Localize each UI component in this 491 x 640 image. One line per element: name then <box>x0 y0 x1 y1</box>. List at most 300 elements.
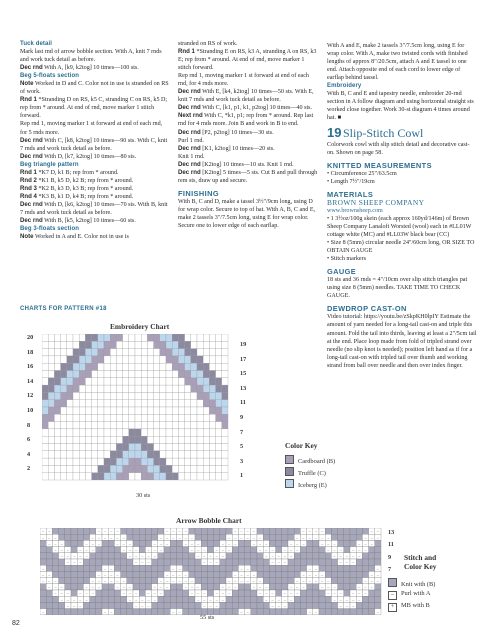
embroidery-cell <box>209 407 215 414</box>
bobble-cell <box>170 584 176 590</box>
embroidery-cell <box>116 414 122 421</box>
embroidery-cell <box>129 407 135 414</box>
embroidery-cell <box>54 458 60 465</box>
purl-symbol: – <box>352 590 355 596</box>
bobble-cell <box>313 540 319 546</box>
embroidery-cell <box>222 436 228 443</box>
bobble-cell <box>102 584 108 590</box>
bobble-cell <box>121 571 127 577</box>
bobble-cell <box>245 559 251 565</box>
bobble-cell <box>282 528 288 534</box>
bobble-cell <box>127 578 133 584</box>
embroidery-cell <box>203 473 209 480</box>
purl-symbol: – <box>190 584 193 590</box>
bobble-cell <box>214 578 220 584</box>
bobble-cell <box>307 590 313 596</box>
embroidery-cell <box>147 363 153 370</box>
purl-symbol: – <box>364 578 367 584</box>
purl-symbol: – <box>314 609 317 615</box>
bobble-cell <box>164 553 170 559</box>
embroidery-cell <box>61 356 67 363</box>
bobble-cell <box>276 590 282 596</box>
bobble-cell <box>362 609 368 615</box>
embroidery-cell <box>166 451 172 458</box>
bobble-cell <box>152 609 158 615</box>
embroidery-cell <box>129 356 135 363</box>
bobble-cell <box>300 553 306 559</box>
purl-symbol: – <box>376 578 379 584</box>
embroidery-cell <box>54 429 60 436</box>
bobble-cell <box>276 584 282 590</box>
bobble-cell <box>331 534 337 540</box>
bobble-cell <box>319 590 325 596</box>
bobble-cell <box>207 540 213 546</box>
purl-symbol: – <box>85 596 88 602</box>
company-name: BROWN SHEEP COMPANY <box>327 197 425 207</box>
embroidery-cell <box>54 465 60 472</box>
embroidery-cell <box>172 349 178 356</box>
instruction-label: Dec rnd <box>178 168 201 176</box>
purl-symbol: – <box>116 578 119 584</box>
embroidery-cell <box>197 392 203 399</box>
embroidery-cell <box>203 334 209 341</box>
embroidery-cell <box>48 356 54 363</box>
purl-symbol: – <box>364 547 367 553</box>
purl-symbol: – <box>184 528 187 534</box>
bobble-cell <box>369 609 375 615</box>
embroidery-cell <box>147 400 153 407</box>
bobble-cell <box>369 553 375 559</box>
column-3-body <box>327 42 477 122</box>
embroidery-cell <box>191 465 197 472</box>
bobble-cell <box>331 578 337 584</box>
bobble-cell <box>232 565 238 571</box>
embroidery-cell <box>216 378 222 385</box>
embroidery-cell <box>154 341 160 348</box>
bobble-cell <box>189 528 195 534</box>
purl-symbol: – <box>283 547 286 553</box>
purl-symbol: – <box>122 584 125 590</box>
embroidery-cell <box>98 444 104 451</box>
embroidery-cell <box>185 444 191 451</box>
purl-symbol: – <box>271 603 274 609</box>
bobble-cell <box>201 540 207 546</box>
bobble-cell <box>52 559 58 565</box>
embroidery-cell <box>166 407 172 414</box>
embroidery-cell <box>222 378 228 385</box>
embroidery-cell <box>48 407 54 414</box>
embroidery-cell <box>166 429 172 436</box>
bobble-cell <box>90 602 96 608</box>
bobble-cell <box>121 559 127 565</box>
embroidery-cell <box>216 341 222 348</box>
purl-symbol: – <box>259 584 262 590</box>
embroidery-cell <box>178 436 184 443</box>
instruction-label: Rnd 3 <box>20 184 37 192</box>
embroidery-cell <box>104 363 110 370</box>
bobble-cell <box>238 540 244 546</box>
purl-symbol: – <box>364 541 367 547</box>
bobble-cell <box>344 571 350 577</box>
col1-paragraph: Rnd 4 *K3 B, k1 D, k4 B; rep from * around. <box>20 192 134 200</box>
row-number: 13 <box>388 529 395 536</box>
purl-symbol: – <box>228 534 231 540</box>
embroidery-cell <box>61 465 67 472</box>
embroidery-cell <box>141 465 147 472</box>
embroidery-cell <box>203 465 209 472</box>
embroidery-cell <box>191 341 197 348</box>
bobble-cell <box>344 565 350 571</box>
bobble-cell <box>263 602 269 608</box>
purl-symbol: – <box>116 572 119 578</box>
bobble-cell <box>46 553 52 559</box>
embroidery-cell <box>216 429 222 436</box>
stitch-key-item <box>388 602 430 612</box>
embroidery-cell <box>135 356 141 363</box>
instruction-label: Note <box>20 80 34 88</box>
embroidery-cell <box>61 400 67 407</box>
embroidery-cell <box>216 363 222 370</box>
row-number: 7 <box>388 566 392 574</box>
purl-symbol: – <box>159 534 162 540</box>
embroidery-cell <box>172 341 178 348</box>
instruction-label: Dec rnd <box>178 128 201 136</box>
embroidery-cell <box>98 378 104 385</box>
purl-symbol: – <box>135 603 138 609</box>
embroidery-cell <box>61 363 67 370</box>
embroidery-cell <box>98 349 104 356</box>
purl-symbol: – <box>358 596 361 602</box>
embroidery-cell <box>79 451 85 458</box>
embroidery-cell <box>147 436 153 443</box>
purl-symbol: – <box>54 578 57 584</box>
bobble-cell <box>350 571 356 577</box>
bobble-cell <box>319 565 325 571</box>
bobble-cell <box>170 596 176 602</box>
embroidery-cell <box>61 392 67 399</box>
embroidery-cell <box>178 371 184 378</box>
embroidery-cell <box>222 392 228 399</box>
embroidery-cell <box>85 371 91 378</box>
bobble-cell <box>276 547 282 553</box>
embroidery-cell <box>135 422 141 429</box>
embroidery-cell <box>141 385 147 392</box>
purl-symbol: – <box>283 553 286 559</box>
purl-symbol: – <box>209 596 212 602</box>
embroidery-cell <box>154 473 160 480</box>
embroidery-cell <box>85 444 91 451</box>
bobble-cell <box>139 609 145 615</box>
embroidery-cell <box>185 465 191 472</box>
purl-symbol: – <box>327 547 330 553</box>
bobble-cell <box>356 609 362 615</box>
embroidery-cell <box>135 341 141 348</box>
purl-symbol: – <box>290 584 293 590</box>
embroidery-cell <box>48 458 54 465</box>
bobble-cell <box>276 565 282 571</box>
embroidery-cell <box>104 414 110 421</box>
embroidery-cell <box>54 444 60 451</box>
embroidery-cell <box>222 341 228 348</box>
embroidery-cell <box>73 400 79 407</box>
embroidery-cell <box>85 451 91 458</box>
bobble-cell <box>214 540 220 546</box>
purl-symbol: – <box>265 547 268 553</box>
embroidery-cell <box>216 392 222 399</box>
bobble-cell <box>40 553 46 559</box>
embroidery-cell <box>61 371 67 378</box>
bobble-cell <box>158 571 164 577</box>
bobble-cell <box>331 609 337 615</box>
bobble-cell <box>263 559 269 565</box>
purl-symbol: – <box>153 541 156 547</box>
bobble-cell <box>257 609 263 615</box>
bobble-chart-grid <box>40 528 382 616</box>
bobble-cell <box>164 596 170 602</box>
bobble-cell <box>300 565 306 571</box>
embroidery-cell <box>48 465 54 472</box>
purl-symbol: – <box>308 578 311 584</box>
embroidery-cell <box>172 378 178 385</box>
bobble-cell <box>133 609 139 615</box>
bobble-cell <box>226 565 232 571</box>
embroidery-cell <box>203 341 209 348</box>
bobble-cell <box>276 540 282 546</box>
embroidery-cell <box>54 385 60 392</box>
purl-symbol: – <box>339 553 342 559</box>
row-number: 20 <box>27 334 34 341</box>
bobble-cell <box>344 590 350 596</box>
bobble-cell <box>71 534 77 540</box>
embroidery-cell <box>110 378 116 385</box>
purl-symbol: – <box>166 534 169 540</box>
embroidery-cell <box>79 422 85 429</box>
embroidery-cell <box>54 451 60 458</box>
purl-symbol: – <box>364 584 367 590</box>
dewdrop-text: Video tutorial: https://youtu.be/zSkpKH0lpIY Estimate the amount of yarn needed for a long-tail cast-on and triple this amount. Fold the tail into thirds, leaving at least a 2"/5cm tail at the end. Place loop made from fold of tripled strand over needle (no slip knot is needed); position left hand as if for a long-tail cast-on with tripled tail over thumb and working strand from ball over needle and then over index finger. <box>327 314 477 369</box>
purl-symbol: – <box>345 603 348 609</box>
bobble-cell <box>83 578 89 584</box>
bobble-cell <box>46 565 52 571</box>
bobble-cell <box>356 559 362 565</box>
bobble-cell <box>331 565 337 571</box>
purl-symbol: – <box>91 534 94 540</box>
embroidery-cell <box>209 363 215 370</box>
embroidery-cell <box>185 371 191 378</box>
embroidery-chart-title: Embroidery Chart <box>110 322 170 331</box>
bobble-cell <box>245 553 251 559</box>
bobble-cell <box>40 602 46 608</box>
bobble-cell <box>77 540 83 546</box>
instruction-label: Dec rnd <box>20 152 43 160</box>
bobble-cell <box>158 553 164 559</box>
embroidery-cell <box>185 458 191 465</box>
embroidery-cell <box>172 451 178 458</box>
embroidery-cell <box>123 414 129 421</box>
embroidery-cell <box>172 371 178 378</box>
embroidery-cell <box>216 356 222 363</box>
embroidery-cell <box>85 334 91 341</box>
bobble-cell <box>133 528 139 534</box>
bobble-cell <box>344 609 350 615</box>
stitch-key-label: Purl with A <box>401 590 431 597</box>
bobble-cell <box>257 571 263 577</box>
embroidery-cell <box>110 385 116 392</box>
purl-symbol: – <box>147 547 150 553</box>
bobble-cell <box>313 553 319 559</box>
embroidery-cell <box>110 414 116 421</box>
embroidery-cell <box>141 444 147 451</box>
bobble-cell <box>139 565 145 571</box>
pattern-intro: Colorwork cowl with slip stitch detail and decorative cast-on. Shown on page 58. <box>327 141 470 156</box>
embroidery-cell <box>129 385 135 392</box>
purl-symbol: – <box>302 541 305 547</box>
embroidery-cell <box>166 414 172 421</box>
bobble-cell <box>121 528 127 534</box>
bobble-cell <box>207 547 213 553</box>
embroidery-cell <box>54 414 60 421</box>
bobble-cell <box>90 559 96 565</box>
bobble-cell <box>344 578 350 584</box>
purl-symbol: – <box>339 559 342 565</box>
bobble-cell <box>245 547 251 553</box>
purl-symbol: – <box>159 584 162 590</box>
embroidery-cell <box>160 400 166 407</box>
embroidery-cell <box>123 334 129 341</box>
bobble-cell <box>375 602 381 608</box>
purl-symbol: – <box>308 609 311 615</box>
embroidery-cell <box>92 473 98 480</box>
embroidery-cell <box>85 363 91 370</box>
embroidery-cell <box>104 385 110 392</box>
bobble-cell <box>121 609 127 615</box>
embroidery-cell <box>209 371 215 378</box>
bobble-cell <box>158 528 164 534</box>
embroidery-cell <box>191 436 197 443</box>
embroidery-cell <box>92 341 98 348</box>
purl-symbol: – <box>147 590 150 596</box>
purl-symbol: – <box>296 590 299 596</box>
embroidery-cell <box>216 385 222 392</box>
embroidery-cell <box>73 414 79 421</box>
bobble-cell <box>176 540 182 546</box>
purl-symbol: – <box>321 534 324 540</box>
embroidery-cell <box>197 334 203 341</box>
purl-symbol: – <box>240 578 243 584</box>
embroidery-cell <box>110 436 116 443</box>
bobble-cell <box>201 578 207 584</box>
bobble-cell <box>338 540 344 546</box>
purl-symbol: – <box>321 578 324 584</box>
bobble-cell <box>338 578 344 584</box>
purl-symbol: – <box>321 584 324 590</box>
bobble-cell <box>164 559 170 565</box>
bobble-cell <box>195 602 201 608</box>
bobble-cell <box>133 584 139 590</box>
bobble-cell <box>369 590 375 596</box>
embroidery-cell <box>197 429 203 436</box>
purl-symbol: – <box>370 528 373 534</box>
embroidery-cell <box>92 451 98 458</box>
purl-symbol: – <box>314 565 317 571</box>
purl-symbol: – <box>166 584 169 590</box>
embroidery-cell <box>147 385 153 392</box>
embroidery-cell <box>203 363 209 370</box>
purl-symbol: – <box>135 553 138 559</box>
bobble-cell <box>251 596 257 602</box>
embroidery-cell <box>61 385 67 392</box>
materials-heading: MATERIALS <box>327 189 374 199</box>
bobble-cell <box>207 584 213 590</box>
purl-symbol: – <box>128 547 131 553</box>
purl-symbol: – <box>221 596 224 602</box>
bobble-cell <box>226 609 232 615</box>
company-url[interactable]: www.brownsheep.com <box>327 207 383 214</box>
bobble-cell <box>183 609 189 615</box>
embroidery-cell <box>42 392 48 399</box>
bobble-cell <box>288 602 294 608</box>
bobble-cell <box>344 547 350 553</box>
embroidery-cell <box>166 436 172 443</box>
purl-symbol: – <box>265 590 268 596</box>
purl-symbol: – <box>190 534 193 540</box>
purl-symbol: – <box>104 565 107 571</box>
col3-paragraph: With A and E, make 2 tassels 3"/7.5cm long, using E for wrap color. With A, make two twisted cords with finished lengths of approx 8"/20.5cm, attach A and E tassel to one end. Attach opposite end of each cord to lower edge of earflap behind tassel. <box>327 43 468 82</box>
purl-symbol: – <box>277 603 280 609</box>
purl-symbol: – <box>221 590 224 596</box>
purl-symbol: – <box>110 578 113 584</box>
bobble-cell <box>114 609 120 615</box>
embroidery-cell <box>197 436 203 443</box>
purl-symbol: – <box>91 541 94 547</box>
embroidery-cell <box>178 356 184 363</box>
embroidery-cell <box>147 349 153 356</box>
embroidery-cell <box>191 451 197 458</box>
embroidery-cell <box>141 400 147 407</box>
stitch-key-label: Knit with (B) <box>401 581 436 588</box>
embroidery-cell <box>135 400 141 407</box>
purl-symbol: – <box>215 596 218 602</box>
bobble-cell <box>313 590 319 596</box>
bobble-cell <box>282 540 288 546</box>
bobble-cell <box>158 596 164 602</box>
purl-symbol: – <box>352 559 355 565</box>
bobble-cell <box>282 584 288 590</box>
embroidery-cell <box>166 444 172 451</box>
col3-heading: Embroidery <box>327 83 362 90</box>
purl-symbol: – <box>296 578 299 584</box>
purl-symbol: – <box>271 596 274 602</box>
bobble-cell <box>251 547 257 553</box>
bobble-cell <box>269 584 275 590</box>
embroidery-cell <box>85 465 91 472</box>
bobble-cell <box>158 565 164 571</box>
embroidery-cell <box>67 414 73 421</box>
bobble-cell <box>133 565 139 571</box>
embroidery-cell <box>123 458 129 465</box>
instruction-label: Rnd 1 <box>20 96 37 104</box>
embroidery-cell <box>116 378 122 385</box>
instruction-label: Rnd 1 <box>178 48 195 56</box>
embroidery-cell <box>48 436 54 443</box>
purl-symbol: – <box>308 565 311 571</box>
embroidery-cell <box>104 378 110 385</box>
embroidery-cell <box>73 473 79 480</box>
bobble-cell <box>114 590 120 596</box>
bobble-cell <box>108 553 114 559</box>
embroidery-cell <box>48 341 54 348</box>
stitch-key-item <box>388 578 435 588</box>
